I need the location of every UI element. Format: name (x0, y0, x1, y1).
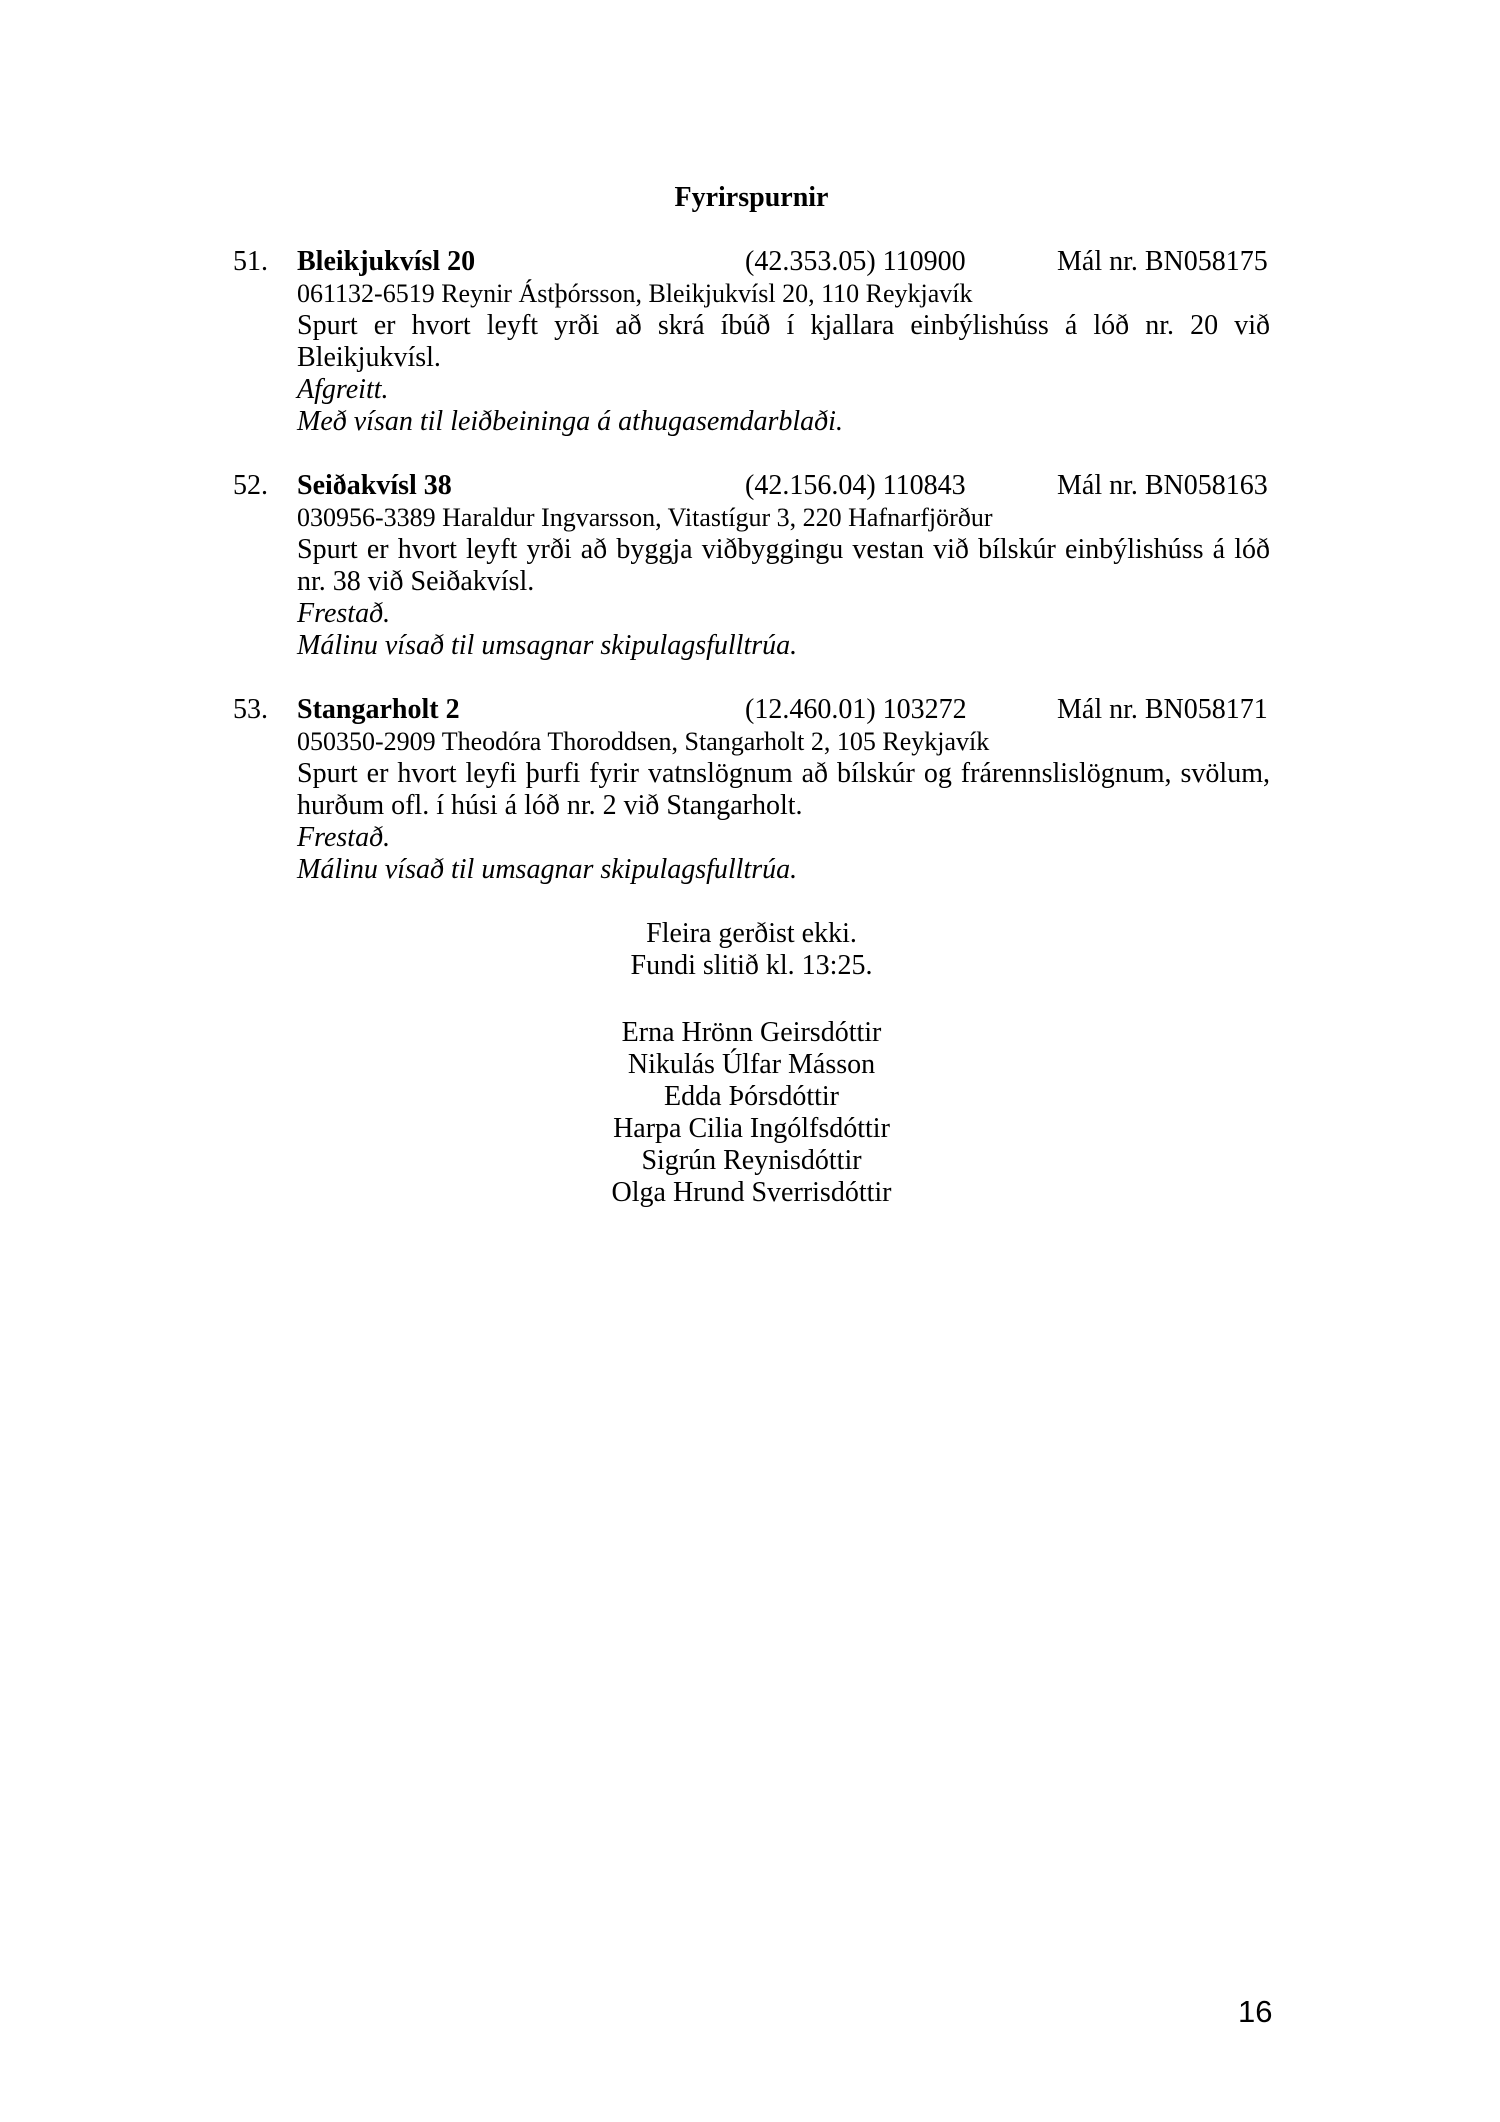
closing-line-2: Fundi slitið kl. 13:25. (630, 950, 873, 981)
closing-statement (233, 918, 1270, 982)
item-reference: (42.156.04) 110843 (745, 470, 966, 501)
page-number: 16 (1238, 1994, 1273, 2029)
page-title: Fyrirspurnir (674, 182, 829, 213)
item-owner: 050350-2909 Theodóra Thoroddsen, Stangarholt 2, 105 Reykjavík (297, 727, 990, 756)
item-header (297, 470, 1270, 502)
item-case-number: Mál nr. BN058171 (1057, 694, 1268, 725)
item-owner: 030956-3389 Haraldur Ingvarsson, Vitastígur 3, 220 Hafnarfjörður (297, 503, 993, 532)
item-address: Seiðakvísl 38 (297, 470, 452, 501)
item-number: 52. (233, 470, 268, 501)
signature-list (233, 1017, 1270, 1209)
document-content (233, 182, 1270, 1209)
item-header (297, 246, 1270, 278)
item-reference: (12.460.01) 103272 (745, 694, 967, 725)
item-note: Málinu vísað til umsagnar skipulagsfulltrúa. (297, 630, 798, 661)
signature-name: Erna Hrönn Geirsdóttir (621, 1017, 882, 1048)
item-owner: 061132-6519 Reynir Ástþórsson, Bleikjukvísl 20, 110 Reykjavík (297, 279, 973, 308)
closing-line-1: Fleira gerðist ekki. (646, 918, 857, 949)
item-description: Spurt er hvort leyft yrði að byggja viðbyggingu vestan við bílskúr einbýlishúss á lóð nr. 38 við Seiðakvísl. (297, 534, 1270, 597)
item-case-number: Mál nr. BN058175 (1057, 246, 1268, 277)
item-resolution: Afgreitt. (297, 374, 389, 405)
case-item-52 (233, 470, 1270, 662)
item-body (297, 246, 1270, 438)
signature-name: Sigrún Reynisdóttir (641, 1145, 862, 1176)
item-body (297, 694, 1270, 886)
item-resolution: Frestað. (297, 822, 391, 853)
item-resolution: Frestað. (297, 598, 391, 629)
signature-name: Harpa Cilia Ingólfsdóttir (613, 1113, 890, 1144)
case-item-53 (233, 694, 1270, 886)
item-case-number: Mál nr. BN058163 (1057, 470, 1268, 501)
item-address: Bleikjukvísl 20 (297, 246, 476, 277)
item-description: Spurt er hvort leyfi þurfi fyrir vatnslögnum að bílskúr og frárennslislögnum, svölum, hurðum ofl. í húsi á lóð nr. 2 við Stangarholt. (297, 758, 1270, 821)
item-number: 53. (233, 694, 268, 725)
item-note: Með vísan til leiðbeininga á athugasemdarblaði. (297, 406, 843, 437)
item-reference: (42.353.05) 110900 (745, 246, 966, 277)
signature-name: Edda Þórsdóttir (664, 1081, 839, 1112)
signature-name: Olga Hrund Sverrisdóttir (611, 1177, 892, 1208)
case-item-51 (233, 246, 1270, 438)
item-address: Stangarholt 2 (297, 694, 460, 725)
item-note: Málinu vísað til umsagnar skipulagsfulltrúa. (297, 854, 798, 885)
item-body (297, 470, 1270, 662)
item-header (297, 694, 1270, 726)
item-description: Spurt er hvort leyft yrði að skrá íbúð í kjallara einbýlishúss á lóð nr. 20 við Bleikjukvísl. (297, 310, 1270, 373)
signature-name: Nikulás Úlfar Másson (627, 1049, 876, 1080)
item-number: 51. (233, 246, 268, 277)
